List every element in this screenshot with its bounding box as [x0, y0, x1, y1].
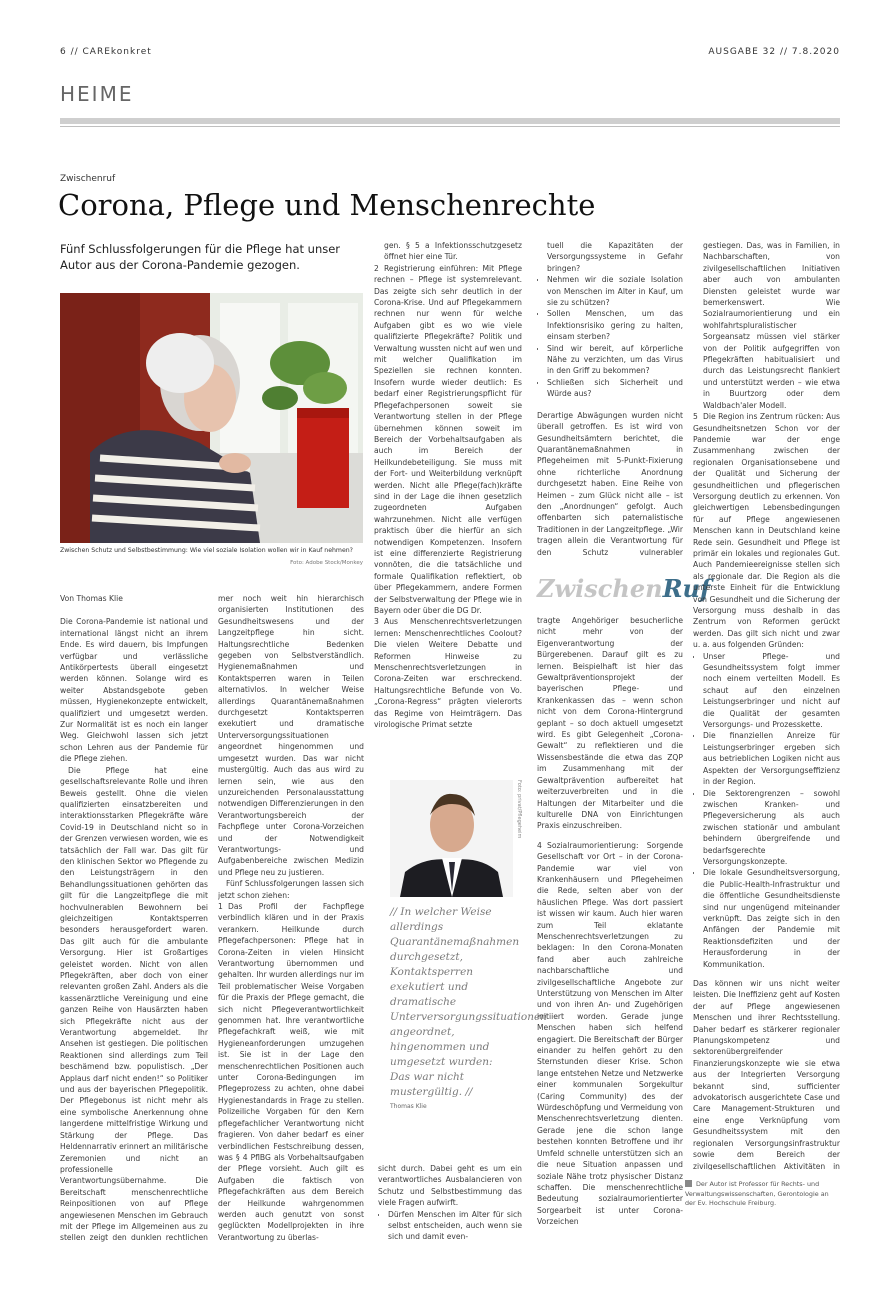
section-title: HEIME [60, 82, 134, 106]
list-item: • Nehmen wir die soziale Isolation von Menschen im Alter in Kauf, um sie zu schützen? [547, 274, 683, 308]
author-note: Der Autor ist Professor für Rechts- und Verwaltungswissenschaften, Gerontologie an der Ev. Hochschule Freiburg. [685, 1180, 829, 1207]
list-item: • Sollen Menschen, um das Infektionsrisiko gering zu halten, einsam sterben? [547, 308, 683, 342]
list-item: • Unser Pflege- und Gesundheitssystem folgt immer noch einem verteilten Modell. Es schaut auf den einzelnen Leistungserbringer und nicht auf die Qualität der gesamten Versorgungs- und Prozesskette. [703, 651, 840, 731]
paragraph: Die Pflege hat eine gesellschaftsrelevante Rolle und ihren Beweis gestellt. Ohne die vielen qualifizierten einsatzbereiten und interaktionsstarken Pflegekräfte wäre Covid-19 in Deutschland nicht so in der Grenzen verwiesen worden, wie es tatsächlich der Fall war. Das gilt für den klinischen Sektor wo Pflegende zu den Leistungsträgern in den Behandlungssituationen gehörten das gilt für die Langzeitpflege die mit hochvulnerablen Bewohnern bei gleichzeitigen Kontaktsperren besonders herausgefordert waren. Das gilt auch für die ambulante Versorgung. Hier ist Großartiges geleistet worden. Nicht von allen Pflegekräften, aber doch von einer relevanten großen Zahl. Anders als die kassenärztliche Vereinigung und eine ganzen Reihe von Hausärzten haben sich Pflegekräfte nicht aus der Verantwortung abgemeldet. Ihr Ansehen ist gestiegen. Die politischen Reaktionen sind allerdings zum Teil beschämend bzw. populistisch. „Der Applaus darf nicht enden!“ so Politiker und aus der bayerischen Pflegepolitik. Der Pflegebonus ist nicht mehr als eine symbolische Anerkennung ohne langerdene mittelfristige Wirkung und Stärkung der Pflege. Das Heldennarrativ erinnert an militärische Zeremonien und nicht an professionelle Verantwortungsübernahme. Die Bereitschaft menschenrechtliche Reinpositionen von auf Pflege angewiesenen Menschen im Gebrauch mit der Pflege im Allgemeinen aus zu stellen zeigt den dunklen rechtlichen [60, 765, 208, 1243]
numbered-point-3: 3 Aus Menschenrechtsverletzungen lernen: Menschenrechtliches Coolout? Die vielen Weitere Debatte und Reformen Hinweise zu Menschenrechtsverletzungen in Corona-Zeiten war erschreckend. Haltungsrechtliche Befunde von Vo. „Corona-Regress“ prägten vielerorts das Regime von Heimträgern. Das virologische Primat setzte [374, 617, 522, 730]
paragraph: Fünf Schlussfolgerungen lassen sich jetzt schon ziehen: [218, 879, 364, 900]
section-rule [60, 118, 840, 124]
bullet-list [378, 1209, 522, 1243]
article-column-4-lower [537, 615, 683, 1248]
byline: Von Thomas Klie [60, 594, 123, 603]
numbered-point-1: 1 Das Profil der Fachpflege verbindlich klären und in der Praxis verankern. Heilkunde durch Pflegefachpersonen: Pflege hat in Corona-Zeiten in vielen Hinsicht Verantwortung übernommen und gehalten. Ihr wurden allerdings nur im Teil problematischer Weise Vorgaben für die Praxis der Pflege gemacht, die sich nicht Pflegeverantwortlichkeit genommen hat. Ihre verantwortliche Pflegefachkraft weiß, wie mit Hygieneanforderungen umzugehen ist. Sie ist in der Lage den menschenrechtlichen Positionen auch unter Corona-Bedingungen im Pflegeprozess zu achten, ohne dabei Hygienestandards in Frage zu stellen. Polizeiliche Vorgaben für den Kern pflegefachlicher Verantwortung nicht fragieren. Von daher bedarf es einer verbindlichen Festschreibung dessen, was § 4 PflBG als Vorbehaltsaufgaben der Pflege vorsieht. Auch gilt es Aufgaben die faktisch von Pflegefachkräften aus dem Bereich der Heilkunde wahrgenommen werden auch genutzt von sonst geglückten Modellprojekten in ihre Verantwortung zu überlas- [218, 901, 364, 1242]
list-item: • Die lokale Gesundheitsversorgung, die Public-Health-Infrastruktur und die öffentliche Gesundheitsdienste sind nur ungenügend miteinander verknüpft. Das zeigte sich in den Anfängen der Pandemie mit Reaktionsdefiziten und der Herausforderung in der Kommunikation. [703, 867, 840, 970]
list-item: • Die finanziellen Anreize für Leistungserbringer ergeben sich aus betrieblichen Logiken nicht aus Aspekten der Versorgungseffizienz in der Region. [703, 730, 840, 787]
elderly-woman-photo [60, 293, 363, 543]
zwischenruf-logo: ZwischenRuf [537, 574, 711, 603]
portrait-credit: Foto: privat/Pflegeheim [516, 780, 522, 839]
page-header-left: 6 // CAREkonkret [60, 47, 152, 57]
question-list [537, 274, 683, 399]
reasons-list [693, 651, 840, 970]
article-photo [60, 293, 363, 543]
author-portrait-photo [390, 780, 513, 897]
article-kicker: Zwischenruf [60, 174, 116, 184]
paragraph: tragte Angehöriger besucherliche nicht mehr von der Eigenverantwortung der Bürgerebenen. Darauf gilt es zu lernen. Beispielhaft ist hier das Gewaltpräventionsprojekt der bayerischen Pflege- und Krankenkassen das – wenn schon nicht von dem Corona-Hintergrund geplant – so doch aktuell umgesetzt wird. Es gibt Gelegenheit „Corona-Gewalt“ zu reflektieren und die Wissensbestände die etwa das ZQP im Zusammenhang mit der Gewaltprävention aufbereitet hat weiterzuverbreiten und in die Haltungen der Mitarbeiter und die kulturelle DNA von Einrichtungen Praxis einzuschreiben. [537, 616, 683, 831]
article-column-1 [60, 593, 208, 1243]
paragraph: Die Corona-Pandemie ist national und international längst nicht an ihrem Ende. Es wird dauern, bis Impfungen verfügbar und verlässliche Antikörpertests überall eingesetzt werden können. Solange wird es weiter Abstandsgebote geben müssen, Hygienekonzepte entwickelt, qualifiziert und umgesetzt werden. Zur Normalität ist es noch ein langer Weg. Gleichwohl lassen sich jetzt schon Lehren aus der Pandemie für die Pflege ziehen. [60, 617, 208, 764]
article-column-4 [537, 240, 683, 560]
pull-quote: // In welcher Weise allerdings Quarantänemaßnahmen durchgesetzt, Kontaktsperren exekutiert und dramatische Unterversorgungssituationen angeordnet, hingenommen und umgesetzt wurden: Das war nicht mustergültig. // [390, 906, 547, 1098]
article-column-3-bottom [378, 1163, 522, 1248]
list-item: • Dürfen Menschen im Alter für sich selbst entscheiden, auch wenn sie sich und damit even- [388, 1209, 522, 1243]
article-column-3 [374, 240, 522, 770]
photo-caption: Zwischen Schutz und Selbstbestimmung: Wie viel soziale Isolation wollen wir in Kauf nehmen? [60, 547, 353, 554]
list-item: • Die Sektorengrenzen – sowohl zwischen Kranken- und Pflegeversicherung als auch zwischen stationär und ambulant behindern übergreifende und bedarfsgerechte Versorgungskonzepte. [703, 788, 840, 868]
square-marker-icon [685, 1180, 692, 1187]
article-title: Corona, Pflege und Menschenrechte [58, 188, 596, 222]
list-item: • Sind wir bereit, auf körperliche Nähe zu verzichten, um das Virus in den Griff zu bekommen? [547, 343, 683, 377]
paragraph: Derartige Abwägungen wurden nicht überall getroffen. Es ist wird von Gesundheitsämtern berichtet, die Quarantänemaßnahmen in Pflegeheimen mit 5-Punkt-Fixierung ohne richterliche Anordnung durchgesetzt haben. Eine Reihe von Heimen – zum Glück nicht alle – ist den „Anordnungen“ gefolgt. Auch offenbarten sich paternalistische Traditionen in der Langzeitpflege. „Wir tragen allein die Verantwortung für den Schutz vulnerabler [537, 410, 683, 557]
page-header-right: AUSGABE 32 // 7.8.2020 [708, 47, 840, 57]
quote-author: Thomas Klie [390, 1103, 427, 1110]
numbered-point-2: 2 Registrierung einführen: Mit Pflege rechnen – Pflege ist systemrelevant. Das zeigte sich sehr deutlich in der Corona-Krise. Und auf Pflegekammern rechnen nur wenn für welche Aufgaben gibt es wo wie viele qualifizierte Pflegekräfte? Politik und Verwaltung wussten nicht auf wen und mit welcher Qualifikation im Speziellen sie rechnen konnten. Insofern wurde wieder deutlich: Es bedarf einer Registrierungspflicht für Pflegefachpersonen soweit sie Verantwortung stellen in der Pflege übernehmen können soweit im Bereich der Vorbehaltsaufgaben als auch im Bereich der Heilkundebeteiligung. Sie muss mit der Fort- und Weiterbildung verknüpft werden. Nicht alle Pflege(fach)kräfte sind in der Lage die ihnen gesetzlich zugeordneten Aufgaben wahrzunehmen. Nicht alle verfügen praktisch über die hierfür an sich notwendigen Kompetenzen. Insofern ist eine differenzierte Registrierung vonnöten, die die tatsächliche und formale Qualifikation reflektiert, ob über Pflegekammern, andere Formen der Selbstverwaltung der Pflege wie in Bayern oder über die DG Dr. [374, 263, 522, 615]
paragraph: tuell die Kapazitäten der Versorgungssysteme in Gefahr bringen? [547, 241, 683, 273]
photo-credit: Foto: Adobe Stock/Monkey [290, 560, 363, 566]
paragraph: mer noch weit hin hierarchisch organisierten Institutionen des Gesundheitswesens und der Langzeitpflege hin sicht. Haltungsrechtliche Bedenken gegeben von Selbstverständlich. Hygienemaßnahmen und Kontaktsperren waren in Teilen alternativlos. In welcher Weise allerdings Quarantänemaßnahmen durchgesetzt Kontaktsperren exekutiert und dramatische Unterversorgungssituationen angeordnet hingenommen und umgesetzt wurden. Das war nicht mustergültig. Auch das aus wird zu lernen sein, wie aus den unzureichenden Personalausstattung notwendigen Differenzierungen in den Verantwortungsbereich der Fachpflege unter Corona-Vorzeichen und der Notwendigkeit Verantwortungs- und Aufgabenbereiche zwischen Medizin und Pflege neu zu justieren. [218, 594, 364, 877]
numbered-point-1-end: gen. § 5 a Infektionsschutzgesetz öffnet hier eine Tür. [384, 241, 522, 262]
paragraph: sicht durch. Dabei geht es um ein verantwortliches Ausbalancieren von Schutz und Selbstbestimmung das viele Fragen aufwirft. [378, 1164, 522, 1208]
paragraph: gestiegen. Das, was in Familien, in Nachbarschaften, von zivilgesellschaftlichen Initiativen aber auch von ambulanten Diensten geleistet wurde war bemerkenswert. Wie Sozialraumorientierung und ein wohlfahrtspluralistischer Sorgeansatz müssen viel stärker von der Politik aufgegriffen von Pflegekräften habitualisiert und durch das Leistungsrecht flankiert und unterstützt werden – wie etwa in Buurtzorg oder dem Waldbach'aler Modell. [703, 241, 840, 410]
numbered-point-4: 4 Sozialraumorientierung: Sorgende Gesellschaft vor Ort – in der Corona-Pandemie war viel von Krankenhäusern und Pflegeheimen die Rede, selten aber von der häuslichen Pflege. Was dort passiert ist wissen wir kaum. Auch hier waren zum Teil eklatante Menschenrechtsverletzungen zu beklagen: In den Corona-Monaten fand aber auch zahlreiche nachbarschaftliche und zivilgesellschaftliche Angebote zur Unterstützung von Menschen im Alter und von ihren An- und Zugehörigen initiiert worden. Gerade junge Menschen haben sich helfend engagiert. Die Bereitschaft der Bürger einander zu helfen gehört zu den Sternstunden dieser Krise. Schon lange entstehen Netze und Netzwerke einer kommunalen Sorgekultur (Caring Community) des der Würdeschöpfung und Vermeidung von Menschenrechtsverletzung dienten. Gerade jene die schon lange bestehen konnten Betroffene und ihr Umfeld schnelle unterstützen sich an die neue Situation anpassen und soziale Nähe trotz physischer Distanz schaffen. Die menschenrechtliche Bedeutung sozialraumorientierter Sorgearbeit ist unter Corona-Vorzeichen [537, 840, 683, 1227]
list-item: • Schließen sich Sicherheit und Würde aus? [547, 377, 683, 400]
article-column-2 [218, 593, 364, 1243]
article-column-5 [693, 240, 840, 1170]
author-portrait [390, 780, 513, 897]
numbered-point-5: 5 Die Region ins Zentrum rücken: Aus Gesundheitsnetzen Schon vor der Pandemie war der enge Zusammenhang zwischen der regionalen Organisationsebene und der Qualität und Sicherung der gesundheitlichen und pflegerischen Versorgung deutlich zu erkennen. Von gleichwertigen Lebensbedingungen für auf Pflege angewiesenen Menschen kann in Deutschland keine Rede sein. Gesundheit und Pflege ist primär ein lokales und regionales Gut. Auch Pandemieereignisse stellen sich als regionale dar. Die Region als die unterste Einheit für die Entwicklung von Gesundheit und die Sicherung der Versorgung muss deshalb in das Zentrum von Reformen gerückt werden. Das gilt sich nicht und zwar u. a. aus folgenden Gründen: [693, 412, 840, 650]
section-rule-thin [60, 126, 840, 127]
article-lead: Fünf Schlussfolgerungen für die Pflege hat unser Autor aus der Corona-Pandemie gezogen. [60, 242, 341, 272]
paragraph: Das können wir uns nicht weiter leisten. Die Ineffizienz geht auf Kosten der auf Pflege angewiesenen Menschen und ihrer Rechtsstellung. Daher bedarf es stärkerer regionaler Planungskompetenz und sektorenübergreifender Finanzierungskonzepte wie sie etwa aus der Integrierten Versorgung bekannt sind, sufficienter advokatorisch ausgerichtete Case und Care Management-Strukturen und eine enge Verknüpfung vom Gesundheitssystem mit den regionalen Versorgungsinfrastruktur sowie dem Bereich der zivilgesellschaftlichen Aktivitäten in [693, 979, 840, 1170]
